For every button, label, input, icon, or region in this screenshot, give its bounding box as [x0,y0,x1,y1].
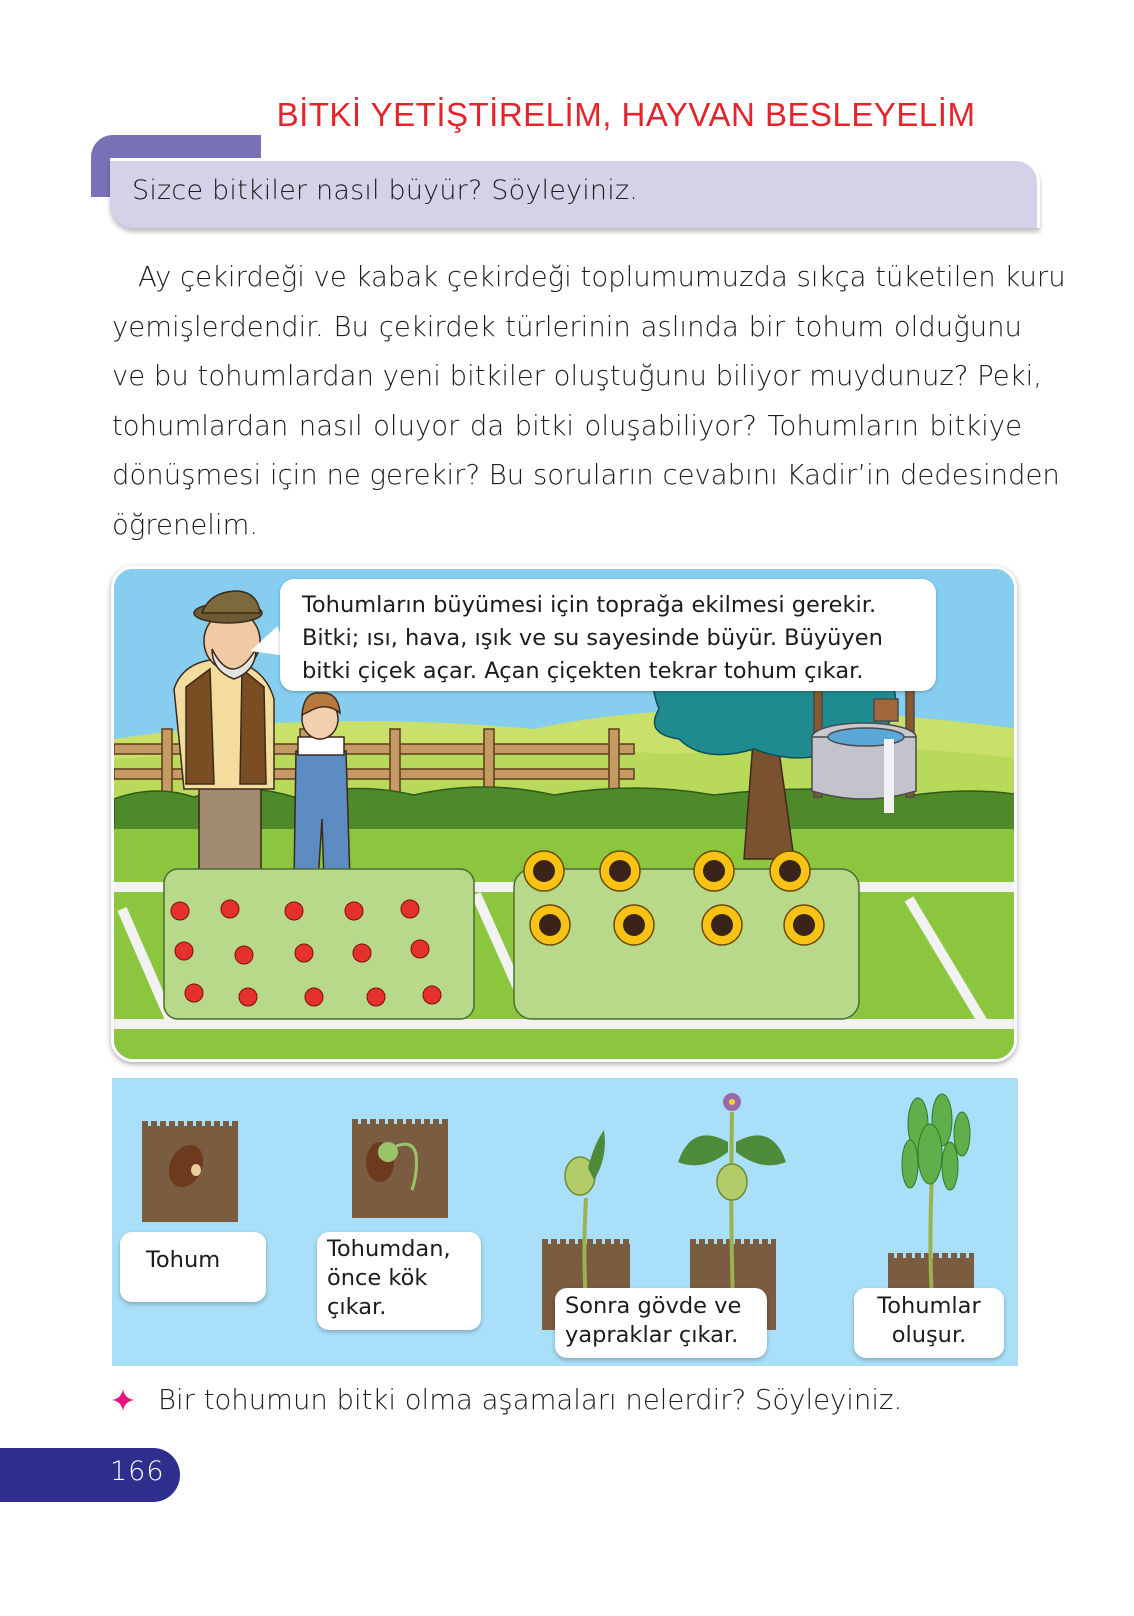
paragraph-line: ve bu tohumlardan yeni bitkiler oluştuğunu biliyor muydunuz? Peki, [112,360,1042,392]
stage-label-line: Sonra gövde ve [565,1293,742,1319]
four-point-star-icon [112,1389,134,1411]
paragraph-line: dönüşmesi için ne gerekir? Bu soruların cevabını Kadir’in dedesinden [112,459,1060,491]
growth-stages-panel [112,1078,1018,1366]
speech-line: Tohumların büyümesi için toprağa ekilmesi gerekir. [302,592,877,618]
page-number-badge [0,1448,180,1502]
paragraph-line: tohumlardan nasıl oluyor da bitki oluşabiliyor? Tohumların bitkiye [112,409,1022,442]
intro-paragraph [112,253,1066,550]
sprouting-seed-icon [352,1124,448,1218]
bean-seed-icon [142,1126,238,1222]
paragraph-line: Ay çekirdeği ve kabak çekirdeği toplumumuzda sıkça tüketilen kuru [138,261,1066,293]
stage-label-root [317,1232,481,1330]
bullet-question-text: Bir tohumun bitki olma aşamaları nelerdir? Söyleyiniz. [158,1384,903,1416]
stage-label-line: Tohum [146,1247,221,1273]
question-text: Sizce bitkiler nasıl büyür? Söyleyiniz. [132,175,639,206]
bullet-question [112,1378,902,1422]
stage-label-seeds-form [854,1288,1004,1358]
stage-label-seed [120,1232,266,1302]
stage-label-line: yapraklar çıkar. [565,1322,739,1348]
stage-label-line: önce kök [327,1265,428,1291]
speech-bubble [280,579,936,691]
paragraph-line: öğrenelim. [112,508,259,541]
stage-label-stem-leaves [555,1288,767,1358]
question-box [110,158,1040,228]
stage-label-line: çıkar. [327,1294,387,1320]
soil-seed-icon [142,1126,238,1222]
page-title: BİTKİ YETİŞTİRELİM, HAYVAN BESLEYELİM [276,96,976,133]
stage-label-line: Tohumlar [877,1293,981,1319]
garden-illustration [111,566,1017,1062]
speech-line: Bitki; ısı, hava, ışık ve su sayesinde büyür. Büyüyen [302,625,883,651]
speech-line: bitki çiçek açar. Açan çiçekten tekrar tohum çıkar. [302,658,864,684]
stage-label-line: oluşur. [891,1322,967,1348]
paragraph-line: yemişlerdendir. Bu çekirdek türlerinin aslında bir tohum olduğunu [112,310,1022,343]
soil-root-icon [352,1124,448,1218]
stage-label-line: Tohumdan, [327,1236,451,1262]
page-number: 166 [110,1456,165,1487]
